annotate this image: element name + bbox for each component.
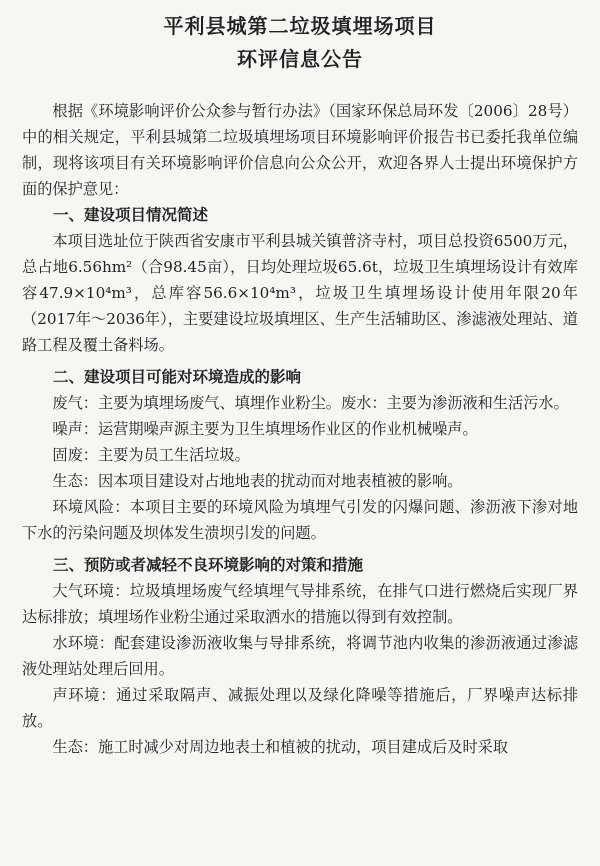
intro-paragraph: 根据《环境影响评价公众参与暂行办法》（国家环保总局环发〔2006〕28号）中的相关规定，平利县城第二垃圾填埋场项目环境影响评价报告书已委托我单位编制，现将该项目有关环境影响评价信息向公众公开，欢迎各界人士提出环境保护方面的保护意见： bbox=[22, 102, 578, 198]
section-paragraph: 本项目选址位于陕西省安康市平利县城关镇普济寺村，项目总投资6500万元，总占地6.56hm²（合98.45亩），日均处理垃圾65.6t，垃圾卫生填埋场设计有效库容47.9×10⁴m³，总库容56.6×10⁴m³，垃圾卫生填埋场设计使用年限20年（2017年～2036年），主要建设垃圾填埋区、生产生活辅助区、渗滤液处理站、道路工程及覆土备料场。 bbox=[22, 232, 578, 354]
document-subtitle: 环评信息公告 bbox=[237, 47, 363, 71]
document-body bbox=[22, 98, 578, 760]
section-paragraph: 环境风险：本项目主要的环境风险为填埋气引发的闪爆问题、渗沥液下渗对地下水的污染问题及坝体发生溃坝引发的问题。 bbox=[22, 498, 578, 542]
section-paragraph: 固废：主要为员工生活垃圾。 bbox=[52, 446, 250, 464]
section-paragraph: 大气环境：垃圾填埋场废气经填埋气导排系统，在排气口进行燃烧后实现厂界达标排放；填埋场作业粉尘通过采取洒水的措施以得到有效控制。 bbox=[22, 582, 578, 626]
section-paragraph: 声环境：通过采取隔声、减振处理以及绿化降噪等措施后，厂界噪声达标排放。 bbox=[22, 686, 578, 730]
section-heading: 一、建设项目情况简述 bbox=[53, 206, 209, 224]
section-paragraph: 废气：主要为填埋场废气、填埋作业粉尘。废水：主要为渗沥液和生活污水。 bbox=[52, 394, 569, 412]
document-title: 平利县城第二垃圾填埋场项目 bbox=[163, 14, 437, 38]
section-heading: 三、预防或者减轻不良环境影响的对策和措施 bbox=[53, 556, 364, 574]
section-paragraph: 生态：因本项目建设对占地地表的扰动而对地表植被的影响。 bbox=[52, 472, 463, 490]
section-paragraph: 噪声：运营期噪声源主要为卫生填埋场作业区的作业机械噪声。 bbox=[52, 420, 478, 438]
section-paragraph: 生态：施工时减少对周边地表土和植被的扰动，项目建成后及时采取 bbox=[52, 738, 509, 756]
section-paragraph: 水环境：配套建设渗沥液收集与导排系统，将调节池内收集的渗沥液通过渗滤液处理站处理后回用。 bbox=[22, 634, 578, 678]
section-heading: 二、建设项目可能对环境造成的影响 bbox=[53, 368, 302, 386]
